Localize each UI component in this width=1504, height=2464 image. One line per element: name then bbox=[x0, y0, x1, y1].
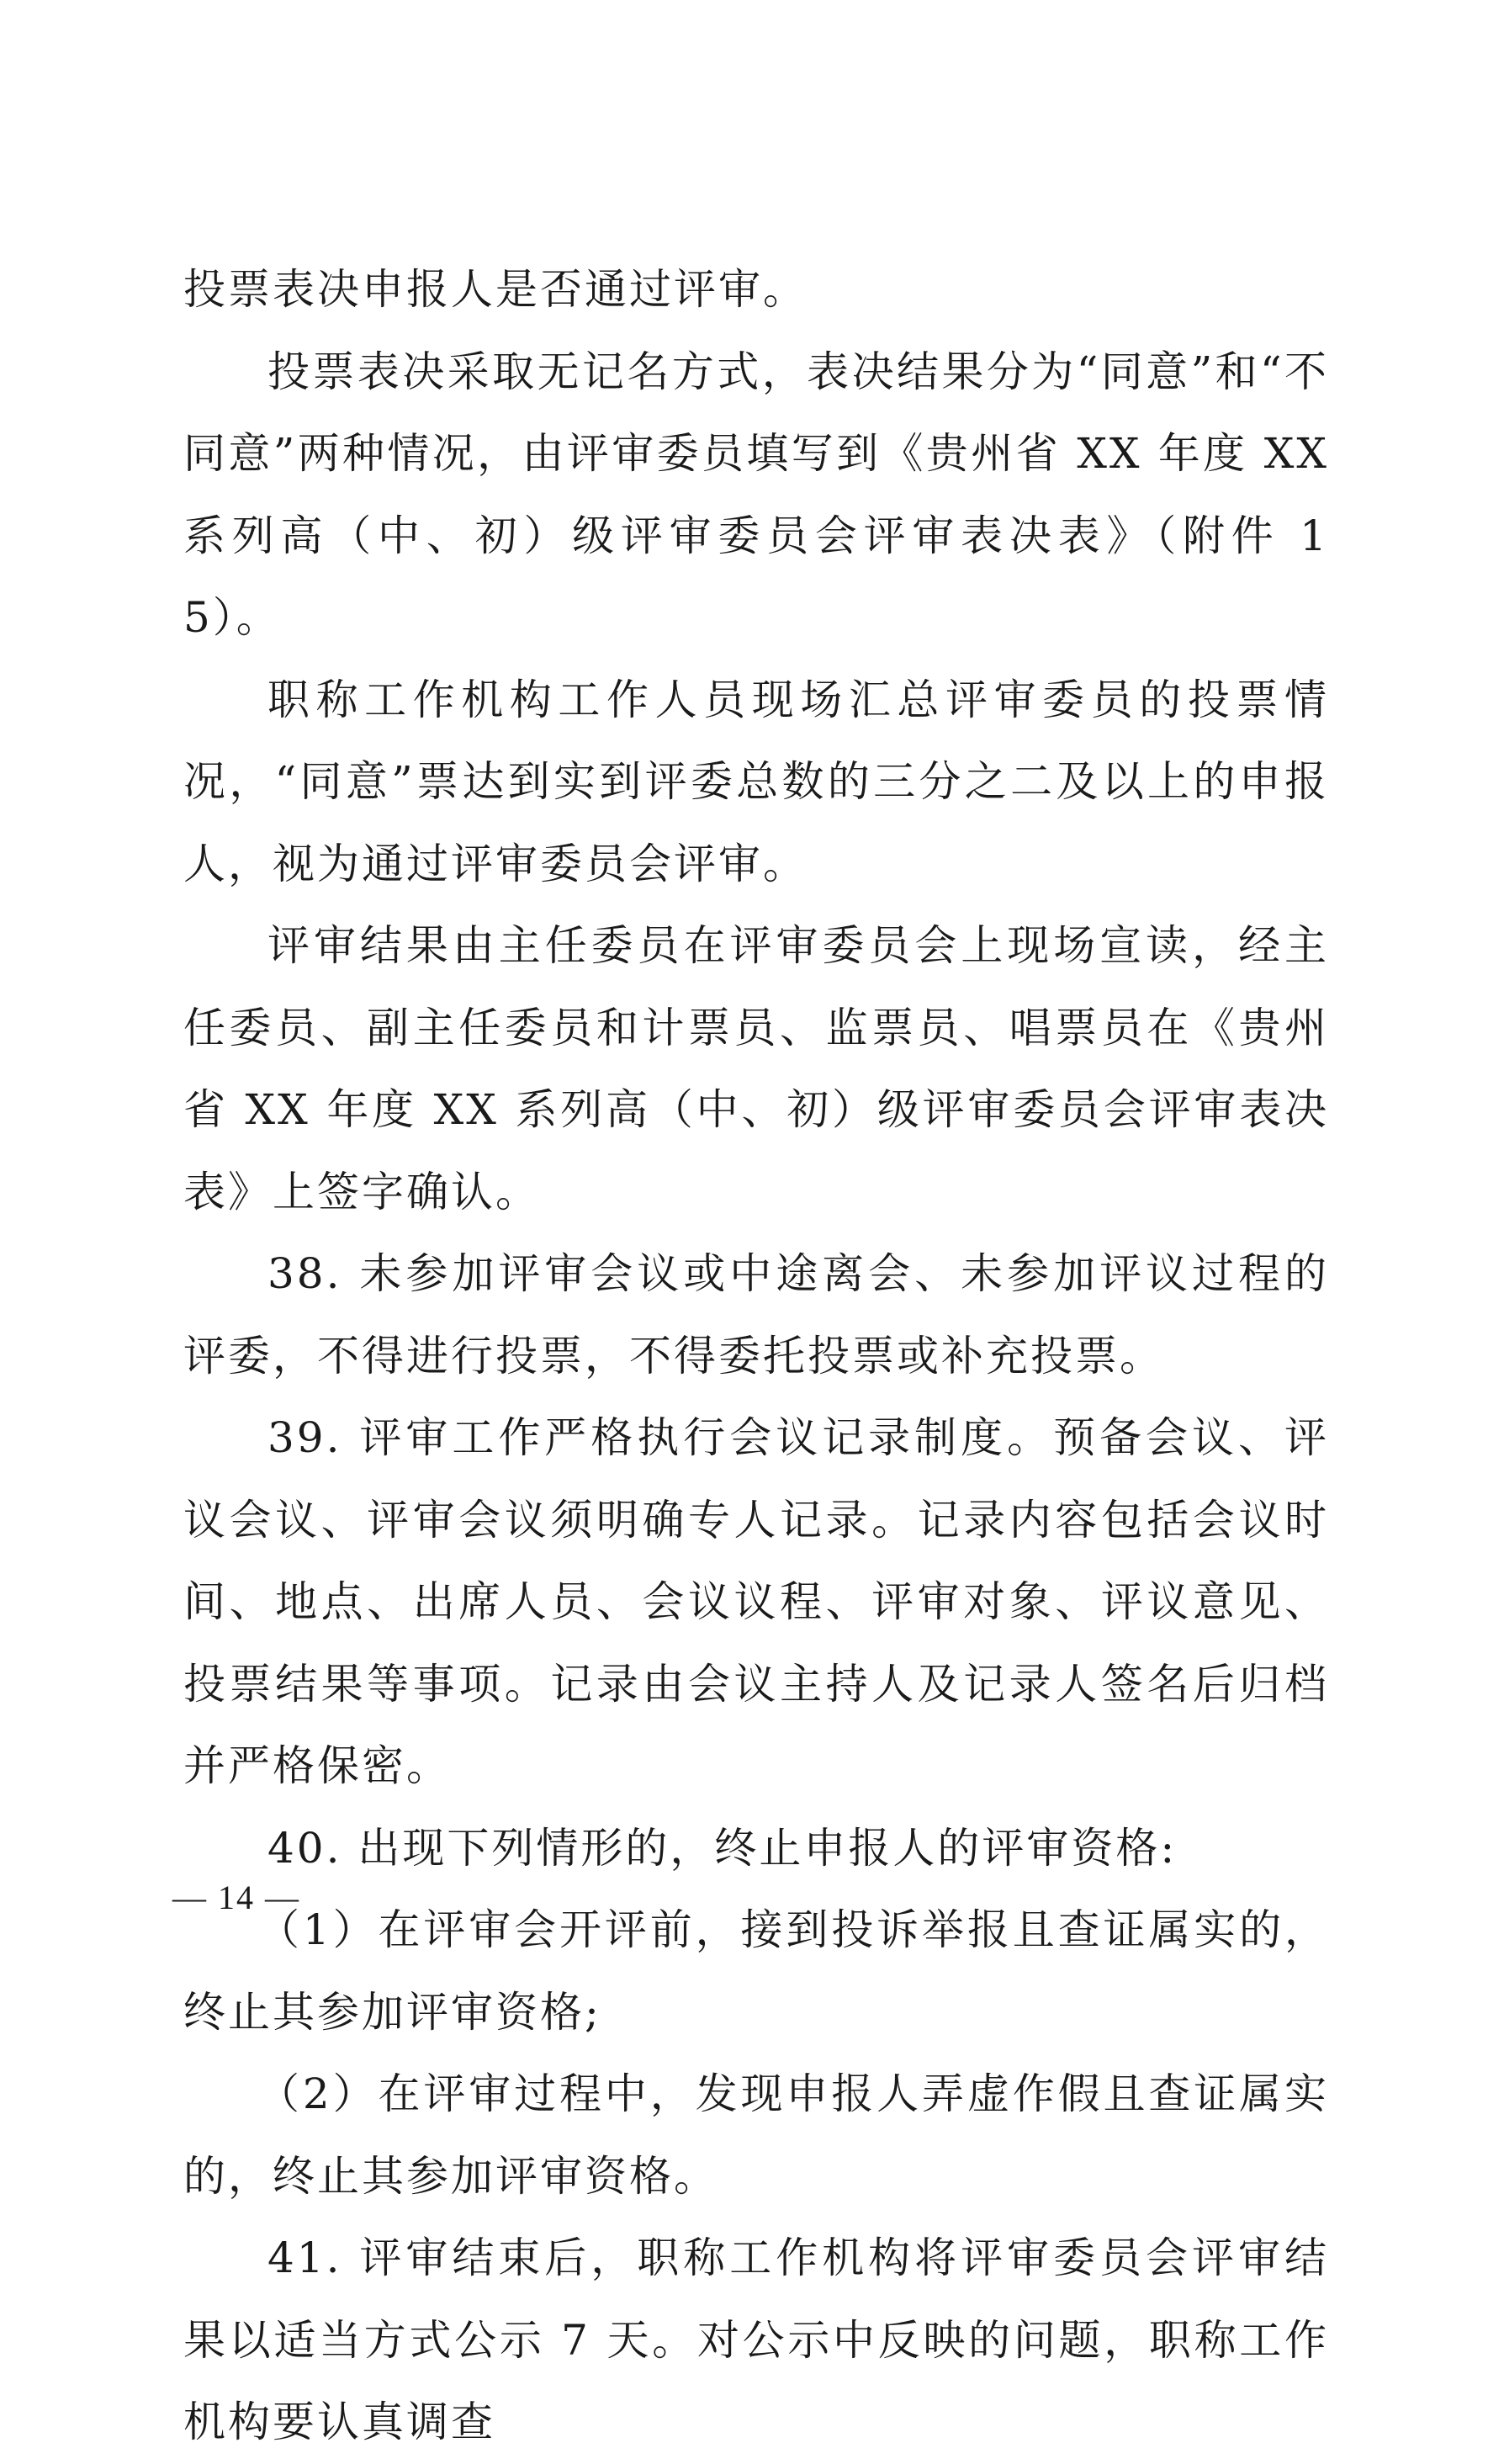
paragraph-item-40-1: （1）在评审会开评前，接到投诉举报且查证属实的，终止其参加评审资格; bbox=[183, 1905, 1329, 2037]
paragraph-item-40: 40. 出现下列情形的，终止申报人的评审资格: bbox=[267, 1823, 1178, 1873]
paragraph-item-39: 39. 评审工作严格执行会议记录制度。预备会议、评议会议、评审会议须明确专人记录。记录内容包括会议时间、地点、出席人员、会议议程、评审对象、评议意见、投票结果等事项。记录由会议主持人及记录人签名后归档并严格保密。 bbox=[183, 1413, 1329, 1790]
page-number: — 14 — bbox=[172, 1878, 300, 1916]
body-text bbox=[183, 249, 1329, 2464]
paragraph-vote-tally: 职称工作机构工作人员现场汇总评审委员的投票情况，“同意”票达到实到评委总数的三分之二及以上的申报人，视为通过评审委员会评审。 bbox=[183, 675, 1329, 888]
paragraph-item-40-2: （2）在评审过程中，发现申报人弄虚作假且查证属实的，终止其参加评审资格。 bbox=[183, 2069, 1329, 2201]
paragraph-item-38: 38. 未参加评审会议或中途离会、未参加评议过程的评委，不得进行投票，不得委托投票或补充投票。 bbox=[183, 1249, 1329, 1380]
paragraph-result-announcement: 评审结果由主任委员在评审委员会上现场宣读，经主任委员、副主任委员和计票员、监票员、唱票员在《贵州省 XX 年度 XX 系列高（中、初）级评审委员会评审表决表》上签字确认。 bbox=[183, 921, 1329, 1216]
paragraph-voting-method: 投票表决采取无记名方式，表决结果分为“同意”和“不同意”两种情况，由评审委员填写到《贵州省 XX 年度 XX 系列高（中、初）级评审委员会评审表决表》（附件 15）。 bbox=[183, 347, 1329, 642]
paragraph-continuation: 投票表决申报人是否通过评审。 bbox=[183, 265, 808, 314]
paragraph-item-41: 41. 评审结束后，职称工作机构将评审委员会评审结果以适当方式公示 7 天。对公示中反映的问题，职称工作机构要认真调查 bbox=[183, 2233, 1329, 2446]
